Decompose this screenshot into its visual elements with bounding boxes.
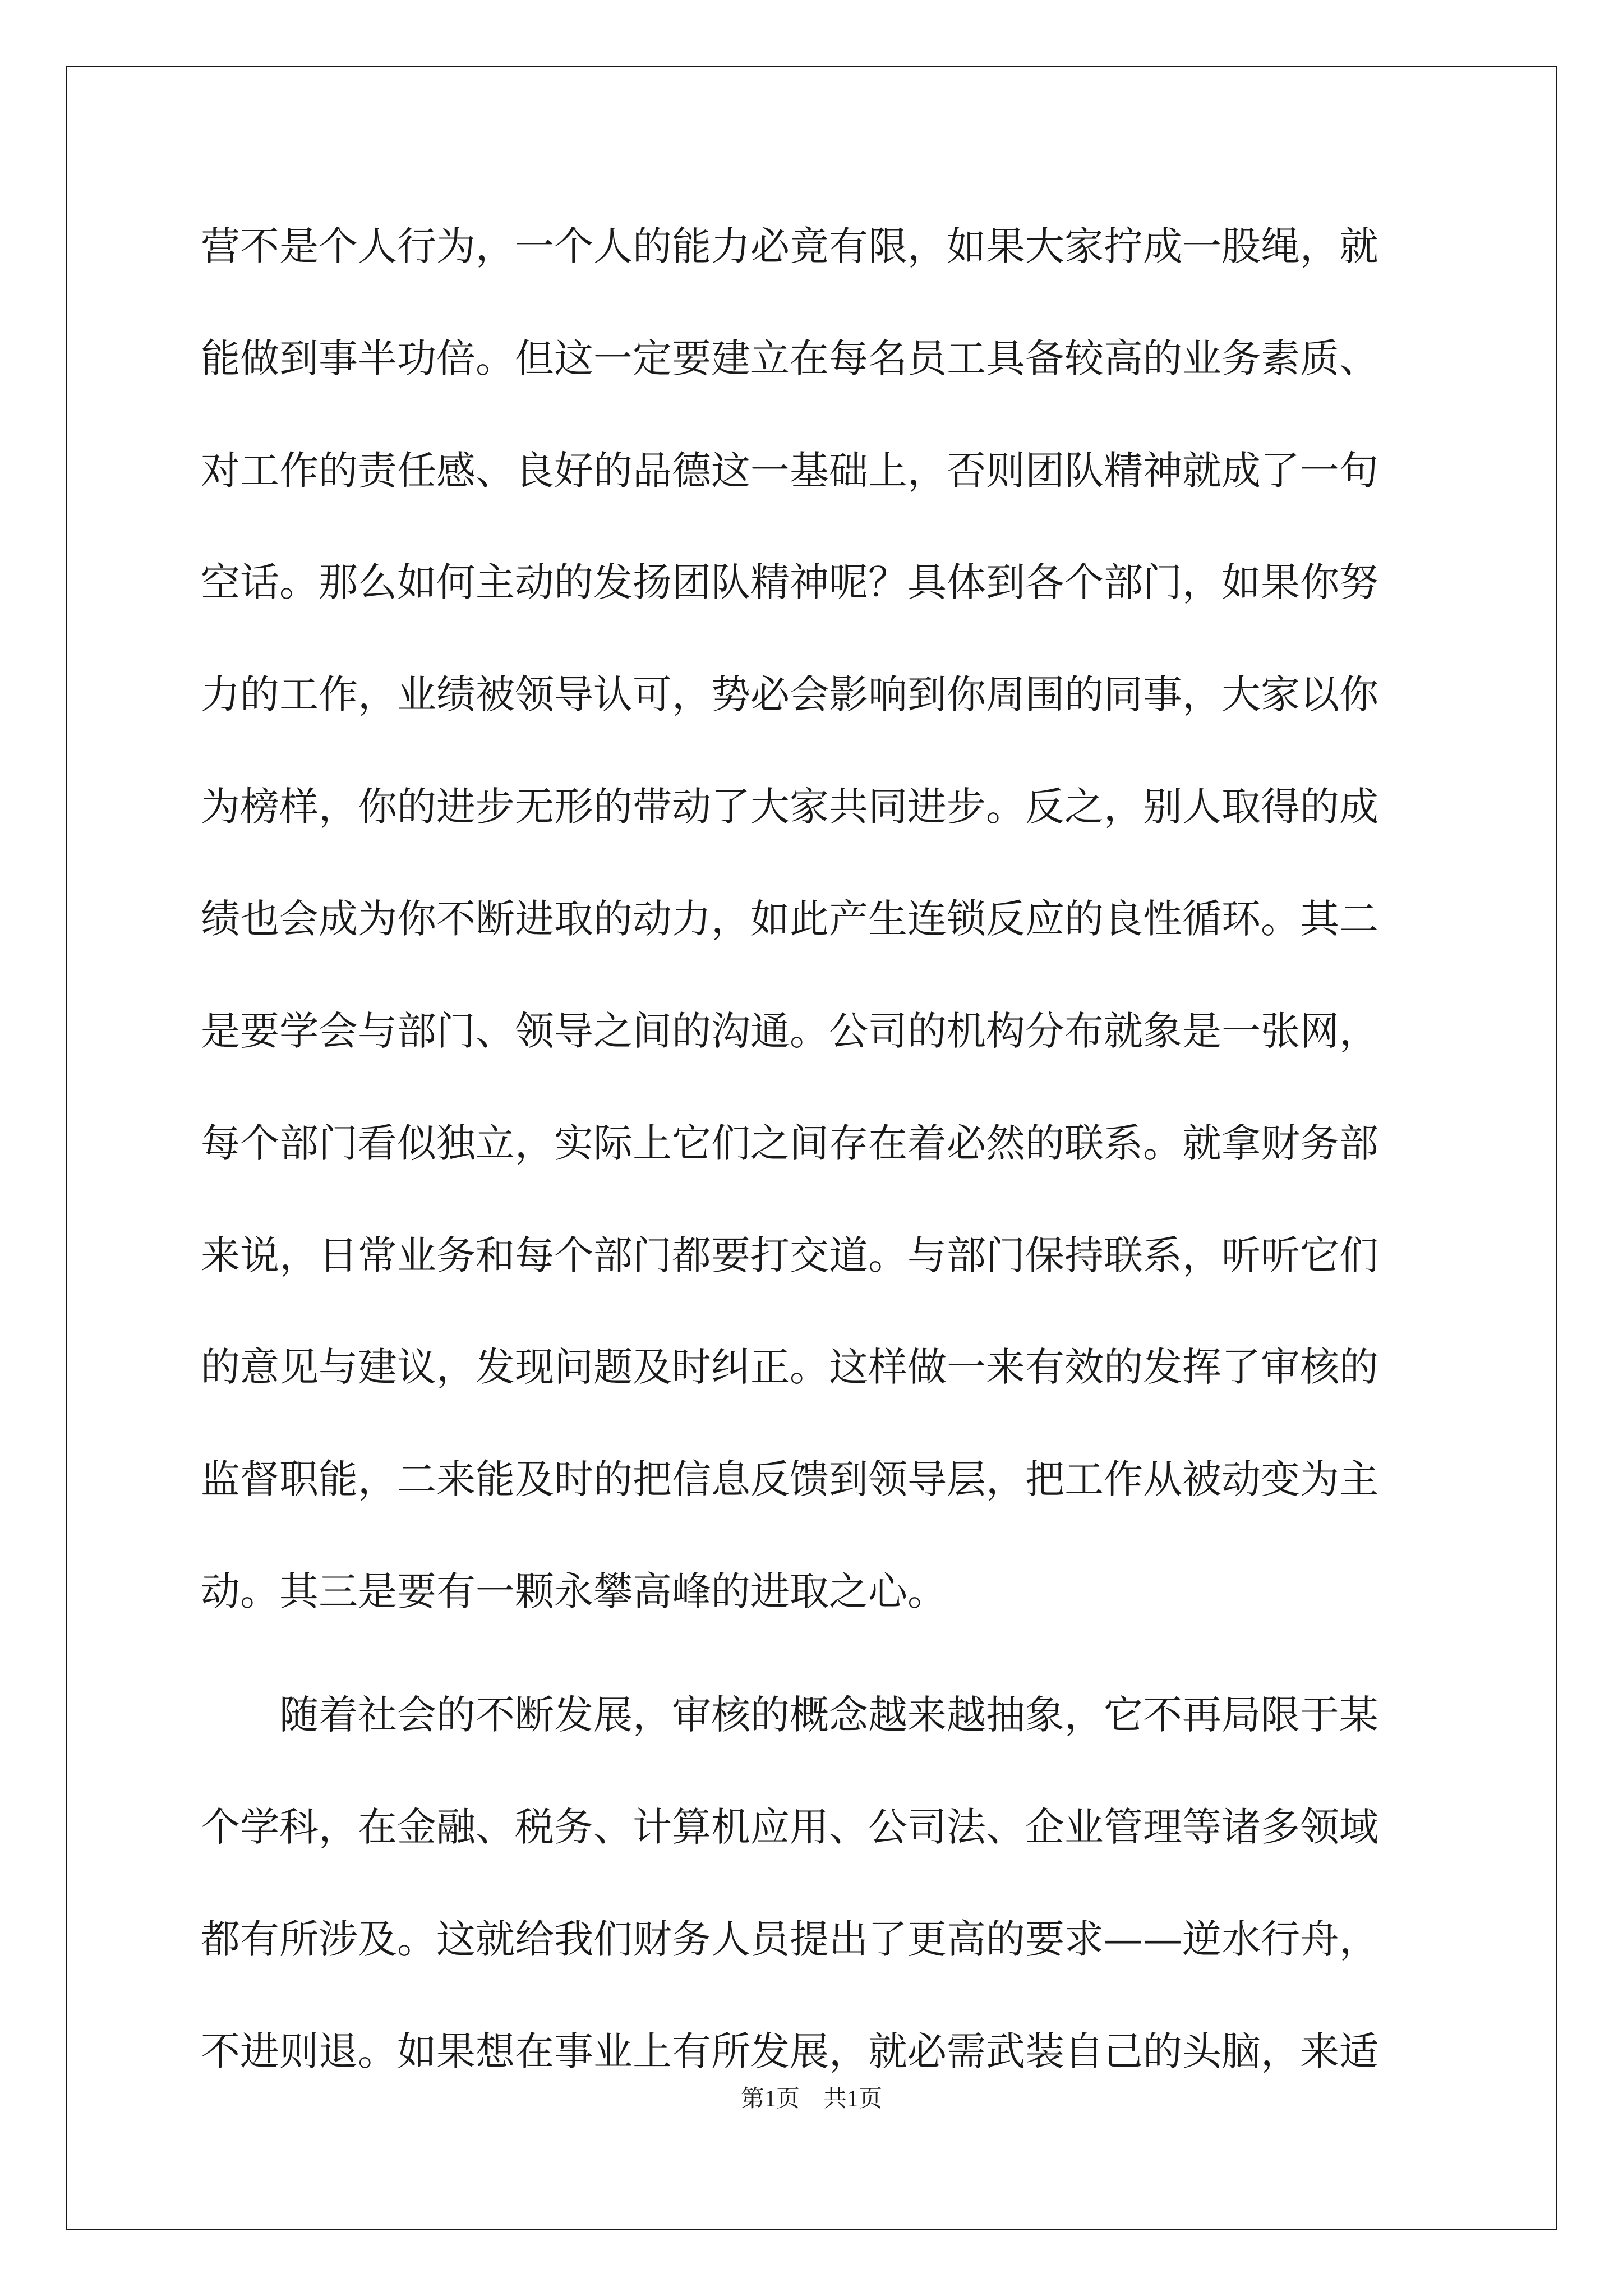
text-line: 空话。那么如何主动的发扬团队精神呢？具体到各个部门，如果你努: [201, 559, 1378, 605]
text-line: 的意见与建议，发现问题及时纠正。这样做一来有效的发挥了审核的: [201, 1344, 1378, 1390]
page-footer: [0, 2080, 1623, 2114]
text-line: 都有所涉及。这就给我们财务人员提出了更高的要求——逆水行舟，: [201, 1916, 1378, 1962]
text-line: 来说，日常业务和每个部门都要打交道。与部门保持联系，听听它们: [201, 1232, 1378, 1278]
page-number: 第1页: [740, 2086, 800, 2112]
text-line: 能做到事半功倍。但这一定要建立在每名员工具备较高的业务素质、: [201, 335, 1378, 381]
text-line: 每个部门看似独立，实际上它们之间存在着必然的联系。就拿财务部: [201, 1120, 1378, 1166]
paragraph-first-line: 随着社会的不断发展，审核的概念越来越抽象，它不再局限于某: [279, 1692, 1378, 1738]
text-line: 个学科，在金融、税务、计算机应用、公司法、企业管理等诸多领域: [201, 1804, 1378, 1850]
text-line: 力的工作，业绩被领导认可，势必会影响到你周围的同事，大家以你: [201, 671, 1378, 717]
text-line: 不进则退。如果想在事业上有所发展，就必需武装自己的头脑，来适: [201, 2028, 1378, 2074]
text-line: 监督职能，二来能及时的把信息反馈到领导层，把工作从被动变为主: [201, 1456, 1378, 1502]
text-line: 营不是个人行为，一个人的能力必竟有限，如果大家拧成一股绳，就: [201, 223, 1378, 269]
text-line: 为榜样，你的进步无形的带动了大家共同进步。反之，别人取得的成: [201, 784, 1378, 830]
page-total: 共1页: [823, 2086, 883, 2112]
text-line: 是要学会与部门、领导之间的沟通。公司的机构分布就象是一张网，: [201, 1008, 1378, 1054]
text-line: 绩也会成为你不断进取的动力，如此产生连锁反应的良性循环。其二: [201, 896, 1378, 942]
text-line: 对工作的责任感、良好的品德这一基础上，否则团队精神就成了一句: [201, 448, 1378, 494]
text-line: 动。其三是要有一颗永攀高峰的进取之心。: [201, 1568, 947, 1614]
